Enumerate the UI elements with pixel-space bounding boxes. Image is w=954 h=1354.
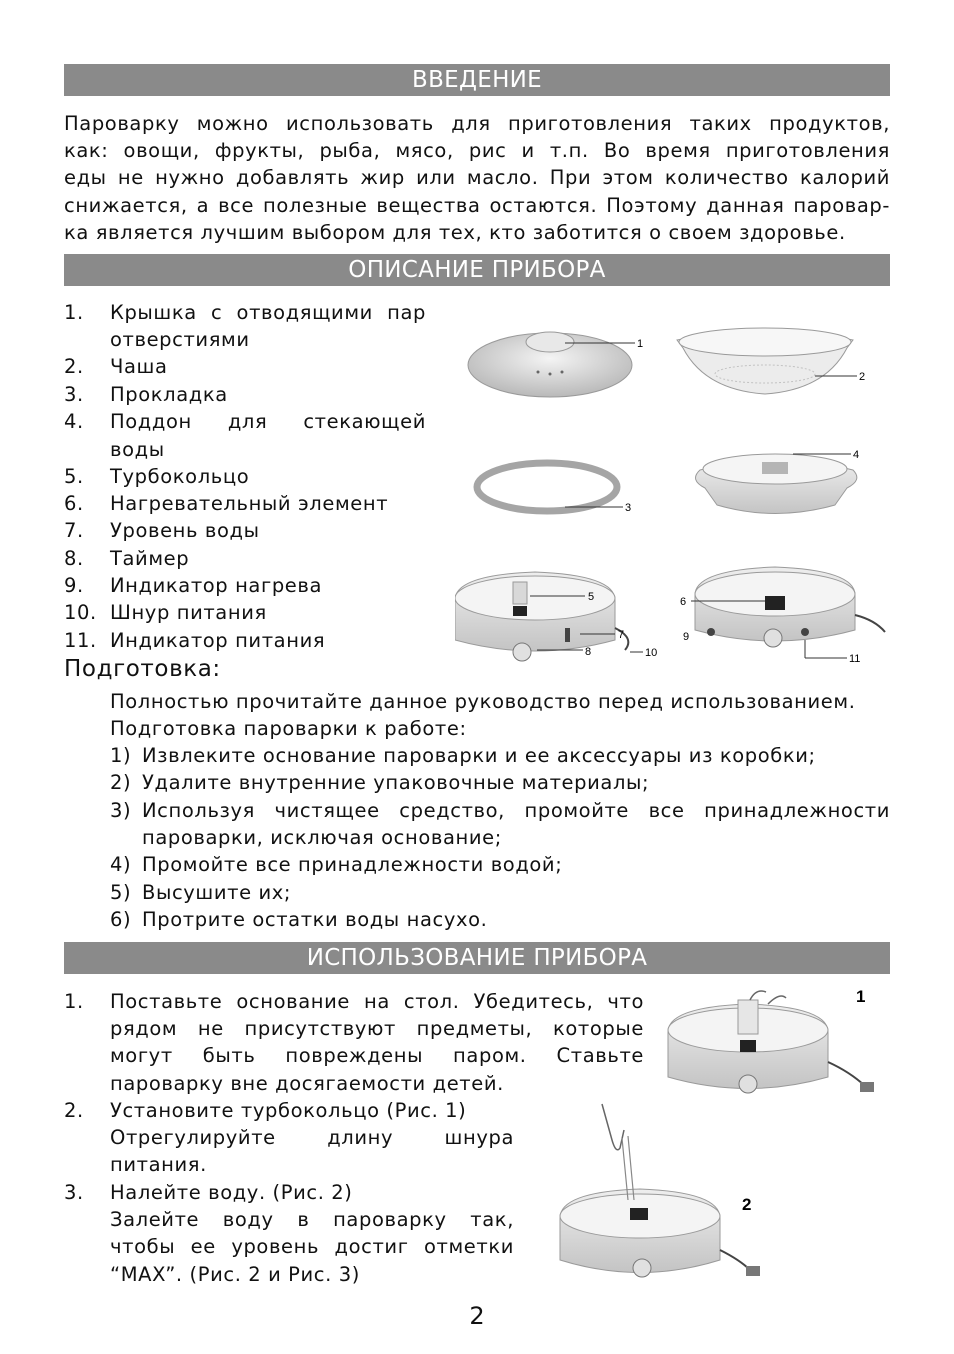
base-image-right (691, 567, 885, 658)
parts-illustration (455, 310, 895, 670)
gasket-image (477, 463, 623, 511)
figure-label: 8 (585, 646, 592, 658)
figure-label: 1 (856, 987, 866, 1006)
figure-label: 5 (588, 591, 595, 603)
item-number: 9. (64, 574, 84, 597)
item-text: Используя чистящее средство, промойте все принадлежности (142, 799, 890, 822)
item-text: Крышка с отводящими пар (110, 301, 426, 324)
intro-line: еды не нужно добавлять жир или масло. При этом количество калорий (64, 166, 890, 190)
figure-label: 11 (849, 653, 861, 665)
item-line: чтобы ее уровень достиг отметки (110, 1235, 514, 1259)
item-number: 4) (110, 853, 132, 876)
item-line: Залейте воду в пароварку так, (110, 1208, 514, 1232)
item-number: 6. (64, 492, 84, 515)
item-line: Установите турбокольцо (Рис. 1) (110, 1099, 467, 1122)
bowl-image (677, 328, 857, 394)
figure-label: 10 (645, 647, 658, 659)
item-text: Поддон для стекающей (110, 410, 426, 433)
item-number: 7. (64, 519, 84, 542)
usage-figure-2 (520, 1100, 790, 1290)
intro-line: как: овощи, фрукты, рыба, мясо, рис и т.п. Во время приготовления (64, 139, 890, 163)
item-number: 4. (64, 410, 84, 433)
item-text: Удалите внутренние упаковочные материалы; (142, 771, 650, 794)
item-number: 8. (64, 547, 84, 570)
usage-figure-1 (660, 982, 890, 1112)
item-number: 1. (64, 301, 84, 324)
item-number: 5. (64, 465, 84, 488)
list-item-continuation: пароварки, исключая основание; (142, 826, 502, 849)
item-number: 3. (64, 383, 84, 406)
item-number: 5) (110, 881, 132, 904)
item-text: Извлеките основание пароварки и ее аксессуары из коробки; (142, 744, 816, 767)
item-text: Индикатор питания (110, 629, 326, 652)
figure-label: 4 (853, 449, 860, 461)
prep-line: Полностью прочитайте данное руководство перед использованием. (110, 690, 856, 713)
list-item-text (110, 1179, 514, 1288)
item-number: 1) (110, 744, 132, 767)
prep-line: Подготовка пароварки к работе: (110, 717, 467, 740)
item-text: Турбокольцо (110, 465, 250, 488)
item-text: Индикатор нагрева (110, 574, 323, 597)
list-item-continuation: воды (110, 438, 165, 461)
figure-label: 9 (683, 631, 690, 643)
figure-label: 2 (859, 371, 866, 383)
base-image-left (455, 572, 643, 661)
item-line: Отрегулируйте длину шнура (110, 1126, 514, 1150)
item-text: Шнур питания (110, 601, 267, 624)
figure-label: 7 (618, 629, 625, 641)
drip-tray-image (696, 454, 857, 514)
list-item-text (110, 1097, 514, 1179)
list-item-number: 3. (64, 1181, 84, 1204)
figure-label: 2 (742, 1195, 752, 1214)
item-text: Чаша (110, 355, 168, 378)
list-item-number: 1. (64, 990, 84, 1013)
lid-image (468, 332, 635, 397)
item-line: Налейте воду. (Рис. 2) (110, 1181, 353, 1204)
page-number: 2 (469, 1302, 485, 1330)
item-text: Высушите их; (142, 881, 292, 904)
item-number: 3) (110, 799, 132, 822)
item-line: рядом не присутствуют предметы, которые (110, 1017, 644, 1041)
section-header-intro: ВВЕДЕНИЕ (64, 64, 890, 96)
item-number: 2) (110, 771, 132, 794)
item-text: Протрите остатки воды насухо. (142, 908, 488, 931)
section-header-description: ОПИСАНИЕ ПРИБОРА (64, 254, 890, 286)
item-text: Промойте все принадлежности водой; (142, 853, 563, 876)
item-text: Таймер (110, 547, 190, 570)
section-header-usage: ИСПОЛЬЗОВАНИЕ ПРИБОРА (64, 942, 890, 974)
intro-line: снижается, а все полезные вещества остаются. Поэтому данная паровар- (64, 193, 890, 217)
item-line: могут быть повреждены паром. Ставьте (110, 1044, 644, 1068)
item-text: Прокладка (110, 383, 228, 406)
intro-line: Пароварку можно использовать для приготовления таких продуктов, (64, 112, 890, 135)
item-line: “MAX”. (Рис. 2 и Рис. 3) (110, 1262, 360, 1286)
intro-line: ка является лучшим выбором для тех, кто заботится о своем здоровье. (64, 220, 846, 244)
item-text: Нагревательный элемент (110, 492, 389, 515)
item-number: 2. (64, 355, 84, 378)
list-item-number: 2. (64, 1099, 84, 1122)
intro-paragraph (64, 110, 890, 246)
figure-label: 1 (637, 338, 644, 350)
figure-label: 3 (625, 502, 632, 514)
item-line: питания. (110, 1153, 207, 1177)
item-line: Поставьте основание на стол. Убедитесь, что (110, 990, 644, 1013)
item-number: 11. (64, 629, 97, 652)
item-number: 10. (64, 601, 97, 624)
item-number: 6) (110, 908, 132, 931)
item-line: пароварку вне досягаемости детей. (110, 1071, 504, 1095)
item-text: Уровень воды (110, 519, 260, 542)
prep-title: Подготовка: (64, 656, 221, 682)
figure-label: 6 (680, 596, 687, 608)
list-item-text (110, 988, 644, 1097)
list-item-continuation: отверстиями (110, 328, 250, 351)
